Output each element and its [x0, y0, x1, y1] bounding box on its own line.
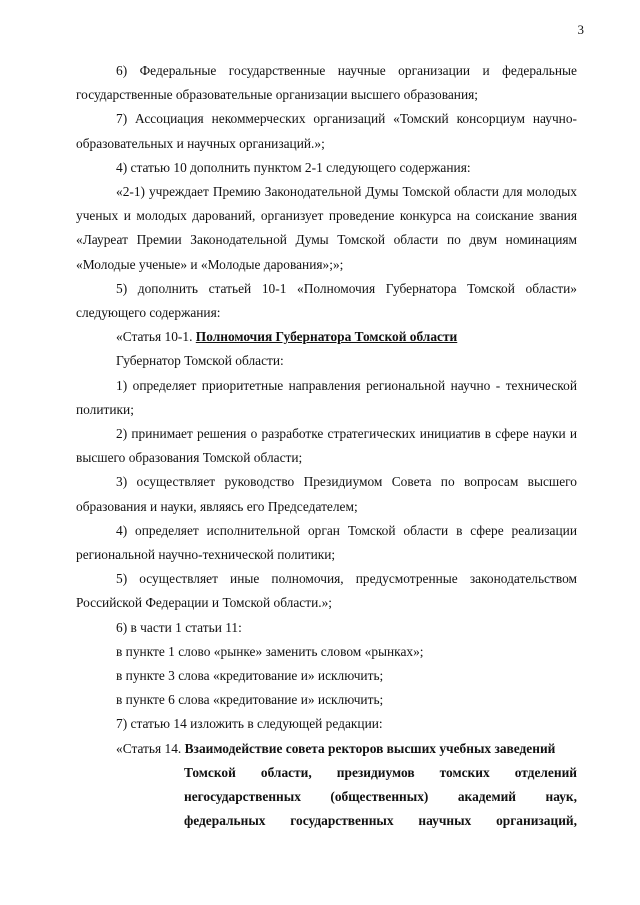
paragraph-article-10-amend: 4) статью 10 дополнить пунктом 2-1 следующего содержания:: [116, 159, 471, 175]
paragraph-point-1: в пункте 1 слово «рынке» заменить словом «рынках»;: [116, 643, 424, 659]
article-14-heading: [76, 737, 577, 761]
article-14-title-line-2: негосударственных (общественных) академий наук,: [184, 789, 577, 805]
article-10-1-heading: [76, 325, 577, 349]
paragraph-prize: «2-1) учреждает Премию Законодательной Думы Томской области для молодых ученых и молодых дарований, организует проведение конкурса на соискание звания «Лауреат Премии Законодательной Думы Томской области по двум номинациям «Молодые ученые» и «Молодые дарования»;»;: [76, 184, 577, 272]
article-14-prefix: «Статья 14.: [116, 740, 185, 756]
paragraph-article-11: 6) в части 1 статьи 11:: [116, 619, 242, 635]
paragraph-governor-intro: Губернатор Томской области:: [116, 353, 284, 369]
paragraph-federal-orgs: 6) Федеральные государственные научные организации и федеральные государственные образовательные организации высшего образования;: [76, 63, 577, 103]
article-14-title-line-3: федеральных государственных научных организаций,: [184, 813, 577, 829]
paragraph-governor-5: 5) осуществляет иные полномочия, предусмотренные законодательством Российской Федерации и Томской области.»;: [76, 571, 577, 611]
paragraph-association: 7) Ассоциация некоммерческих организаций «Томский консорциум научно-образовательных и научных организаций.»;: [76, 111, 577, 151]
article-14-title-line-1: Томской области, президиумов томских отделений: [184, 764, 577, 780]
paragraph-add-article-10-1: 5) дополнить статьей 10-1 «Полномочия Губернатора Томской области» следующего содержания:: [76, 280, 577, 321]
article-14-title-first: Взаимодействие совета ректоров высших учебных заведений: [184, 740, 556, 756]
paragraph-governor-4: 4) определяет исполнительной орган Томской области в сфере реализации региональной научно-технической политики;: [76, 522, 577, 563]
article-10-1-prefix: «Статья 10-1.: [116, 329, 196, 345]
article-10-1-title: Полномочия Губернатора Томской области: [195, 329, 458, 345]
article-14-title-continuation: [184, 761, 577, 834]
paragraph-governor-3: 3) осуществляет руководство Президиумом Совета по вопросам высшего образования и науки, являясь его Председателем;: [76, 474, 577, 514]
paragraph-article-14-amend: 7) статью 14 изложить в следующей редакции:: [116, 716, 383, 732]
paragraph-governor-2: 2) принимает решения о разработке стратегических инициатив в сфере науки и высшего образования Томской области;: [76, 426, 577, 466]
page-number: 3: [577, 22, 584, 37]
paragraph-point-3: в пункте 3 слова «кредитование и» исключить;: [116, 668, 384, 684]
paragraph-governor-1: 1) определяет приоритетные направления региональной научно - технической политики;: [76, 377, 577, 417]
document-body: [76, 59, 577, 834]
paragraph-point-6: в пункте 6 слова «кредитование и» исключить;: [116, 692, 384, 708]
